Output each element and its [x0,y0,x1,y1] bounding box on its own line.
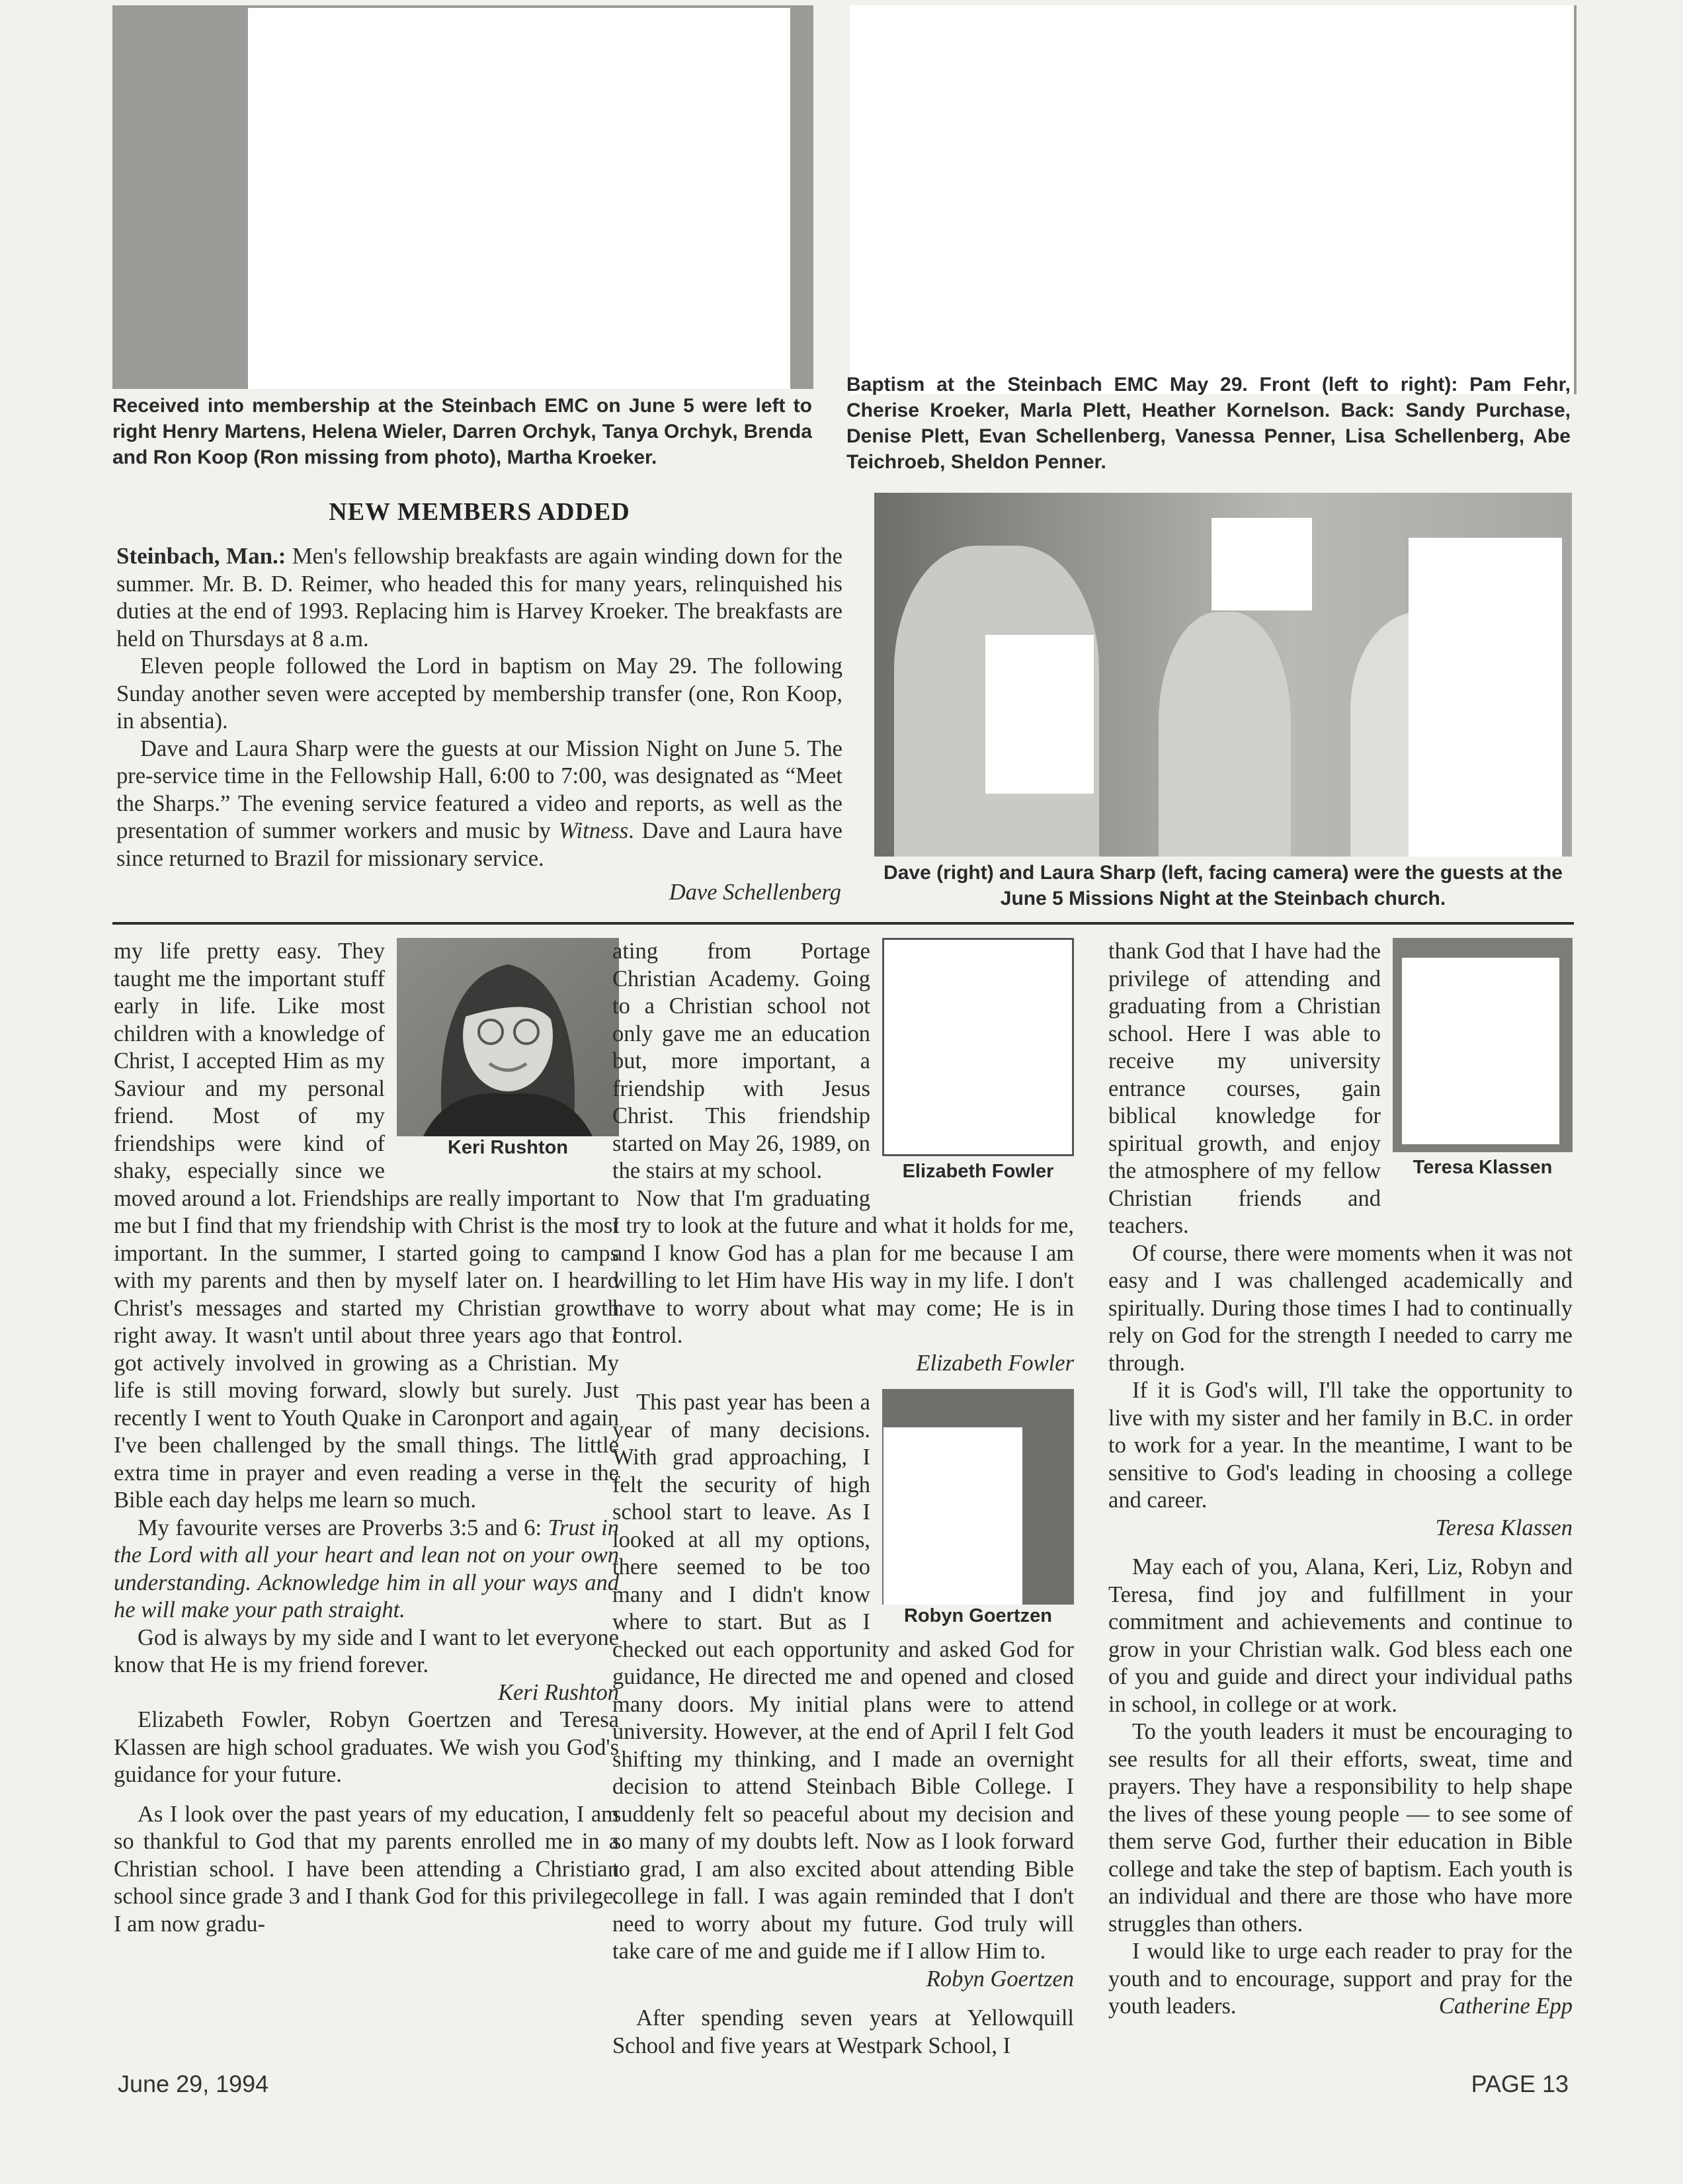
dateline: Steinbach, Man.: [116,543,286,569]
robyn-photo [882,1389,1074,1605]
teresa-photo-frame [1393,938,1573,1189]
teresa-photo-label: Teresa Klassen [1413,1156,1553,1178]
article-italic: Witness [558,818,629,843]
membership-photo-redacted [248,8,790,389]
footer-date: June 29, 1994 [118,2070,269,2097]
keri-photo [397,938,619,1161]
keri-signature: Keri Rushton [497,1679,619,1705]
column-1 [114,938,619,1938]
sharp-photo-shape [1159,612,1291,857]
sharp-photo-redacted [1211,518,1312,610]
col3-paragraph: I would like to urge each reader to pray for the youth and to encourage, support and pray for the youth leaders. [1108,1939,1573,2019]
robyn-photo-frame [882,1389,1074,1630]
sharp-photo [874,493,1572,857]
elizabeth-photo-frame [882,938,1074,1185]
article-author: Dave Schellenberg [669,880,841,905]
keri-photo-label: Keri Rushton [447,1136,569,1158]
col1-paragraph: God is always by my side and I want to let everyone know that He is my friend forever. [114,1624,619,1677]
teresa-photo [1393,938,1573,1152]
column-3 [1108,938,1573,2021]
col3-paragraph: May each of you, Alana, Keri, Liz, Robyn and Teresa, find joy and fulfillment in your commitment and achievements and continue to grow in your Christian walk. God bless each one of you and guide and direct your individual paths in school, in college or at work. [1108,1554,1573,1717]
baptism-photo [850,5,1577,394]
elizabeth-photo [882,938,1074,1156]
elizabeth-signature: Elizabeth Fowler [916,1350,1074,1376]
membership-caption: Received into membership at the Steinbach EMC on June 5 were left to right Henry Martens, Helena Wieler, Darren Orchyk, Tanya Orchyk, Brenda and Ron Koop (Ron missing from photo), Martha Kroeker. [112,395,812,468]
teresa-signature: Teresa Klassen [1435,1515,1573,1540]
col2-paragraph: After spending seven years at Yellowquill School and five years at Westpark School, I [612,2005,1074,2058]
sharp-photo-redacted [985,635,1094,794]
col3-paragraph: Of course, there were moments when it was not easy and I was challenged academically and spiritually. During those times I had to continually rely on God for the strength I needed to carry me through. [1108,1240,1573,1376]
article-paragraph-end: . Dave and Laura have since returned to Brazil for missionary service. [116,818,842,871]
footer-page-number: PAGE 13 [1471,2070,1569,2097]
col2-paragraph: ating from Portage Christian Academy. Going to a Christian school not only gave me an education but, more important, a friendship with Jesus Christ. This friendship started on May 26, 1989, on the stairs at my school. [612,939,870,1183]
robyn-photo-redacted [883,1427,1022,1605]
col3-paragraph: If it is God's will, I'll take the opportunity to live with my sister and her family in B.C. in order to work for a year. In the meantime, I want to be sensitive to God's leading in choosing a college and career. [1108,1378,1573,1513]
catherine-signature: Catherine Epp [1438,1994,1573,2019]
robyn-photo-label: Robyn Goertzen [904,1605,1052,1626]
col1-paragraph: My favourite verses are Proverbs 3:5 and 6: [138,1515,548,1540]
col2-paragraph: This past year has been a year of many decisions. With grad approaching, I felt the security of high school start to leave. As I looked at all my options, there seemed to be too many and I didn't know where to start. But as I checked out each opportunity and asked God for guidance, He directed me and opened and closed many doors. My initial plans were to attend university. However, at the end of April I felt God shifting my thinking, and I made an overnight decision to attend Steinbach Bible College. I suddenly felt so peaceful about my decision and so many of my doubts left. Now as I look forward to grad, I am also excited about attending Bible college in fall. I was again reminded that I don't need to worry about my future. God truly will take care of me and guide me if I allow Him to. [612,1390,1074,1964]
article-paragraph: Eleven people followed the Lord in baptism on May 29. The following Sunday another seven were accepted by membership transfer (one, Ron Koop, in absentia). [116,653,842,734]
keri-photo-frame [397,938,619,1161]
col1-paragraph: my life pretty easy. They taught me the important stuff early in life. Like most children with a knowledge of Christ, I accepted Him as my Saviour and my personal friend. Most of my friendships were kind of shaky, especially since we moved around a lot. Friendships are really important to me but I find that my friendship with Christ is the most important. In the summer, I started going to camps with my parents and then by myself later on. I heard Christ's messages and started my Christian growth right away. It wasn't until about three years ago that I got actively involved in growing as a Christian. My life is still moving forward, slowly but surely. Just recently I went to Youth Quake in Caronport and again I've been challenged by the small things. The little extra time in prayer and even reading a verse in the Bible each day helps me learn so much. [114,939,619,1513]
sharp-caption: Dave (right) and Laura Sharp (left, facing camera) were the guests at the June 5 Missions Night at the Steinbach church. [883,862,1563,909]
col3-paragraph: To the youth leaders it must be encouraging to see results for all their efforts, sweat, time and prayers. They have a responsibility to help shape the lives of these young people — to see some of them serve God, further their education in Bible college and take the step of baptism. Each youth is an individual and there are those who have more struggles than others. [1108,1719,1573,1937]
column-2 [612,938,1074,2060]
robyn-signature: Robyn Goertzen [926,1966,1074,1992]
headline: NEW MEMBERS ADDED [329,498,630,526]
membership-photo [112,5,813,389]
elizabeth-photo-label: Elizabeth Fowler [902,1160,1054,1182]
col1-verse: Trust in the Lord with all your heart and lean not on your own understanding. Acknowledge him in all your ways and he will make your path straight. [114,1515,619,1622]
baptism-caption: Baptism at the Steinbach EMC May 29. Front (left to right): Pam Fehr, Cherise Kroeker, Marla Plett, Heather Kornelson. Back: Sandy Purchase, Denise Plett, Evan Schellenberg, Vanessa Penner, Lisa Schellenberg, Abe Teichroeb, Sheldon Penner. [846,374,1571,473]
col1-paragraph: As I look over the past years of my education, I am so thankful to God that my parents enrolled me in a Christian school. I have been attending a Christian school since grade 3 and I thank God for this privilege. I am now gradu- [114,1801,619,1937]
col3-paragraph: thank God that I have had the privilege of attending and graduating from a Christian school. Here I was able to receive my university entrance courses, gain biblical knowledge for spiritual growth, and enjoy the atmosphere of my fellow Christian friends and teachers. [1108,939,1381,1238]
col1-paragraph: Elizabeth Fowler, Robyn Goertzen and Teresa Klassen are high school graduates. We wish you God's guidance for your future. [114,1707,619,1787]
teresa-photo-redacted [1402,958,1559,1144]
sharp-photo-redacted [1409,538,1562,857]
col2-paragraph: Now that I'm graduating I try to look at the future and what it holds for me, and I know God has a plan for me because I am willing to let Him have His way in my life. I don't have to worry about what may come; He is in control. [612,1185,1074,1348]
new-members-article [116,542,842,872]
article-paragraph: Dave and Laura Sharp were the guests at our Mission Night on June 5. The pre-service time in the Fellowship Hall, 6:00 to 7:00, was designated as “Meet the Sharps.” The evening service featured a video and reports, as well as the presentation of summer workers and music by [116,735,842,843]
article-paragraph: Men's fellowship breakfasts are again winding down for the summer. Mr. B. D. Reimer, who headed this for many years, relinquished his duties at the end of 1993. Replacing him is Harvey Kroeker. The breakfasts are held on Thursdays at 8 a.m. [116,544,842,651]
section-divider [112,922,1574,925]
